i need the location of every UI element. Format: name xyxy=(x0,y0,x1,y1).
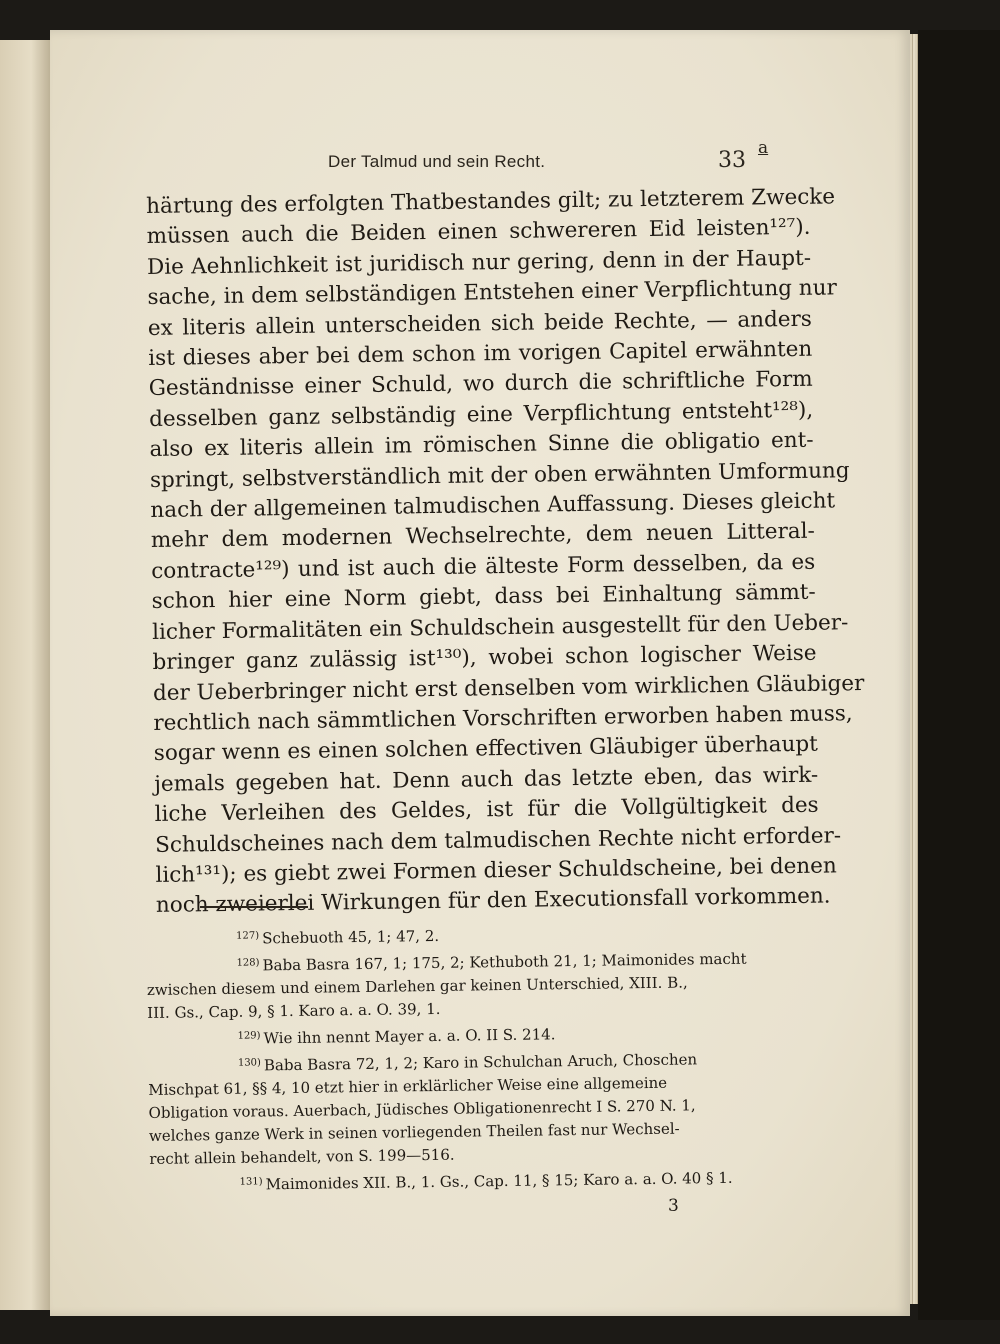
signature-number: 3 xyxy=(668,1196,679,1216)
footnote-number: 127) xyxy=(236,930,260,942)
body-line: der Ueberbringer nicht erst denselben vom wirklichen Gläubiger xyxy=(152,670,865,706)
body-line: noch zweierlei Wirkungen für den Executionsfall vorkommen. xyxy=(155,883,831,919)
body-line: ex literis allein unterscheiden sich beide Rechte, — anders xyxy=(147,306,813,341)
footnote-line: welches ganze Werk in seinen vorliegenden Theilen fast nur Wechsel- xyxy=(148,1119,680,1145)
body-line: rechtlich nach sämmtlichen Vorschriften erworben haben muss, xyxy=(153,701,853,736)
page-number: 33 xyxy=(718,148,746,173)
body-line: sogar wenn es einen solchen effectiven Gläubiger überhaupt xyxy=(153,731,818,767)
body-line: müssen auch die Beiden einen schwereren Eid leisten¹²⁷). xyxy=(146,215,811,250)
footnote-number: 128) xyxy=(236,957,260,969)
body-line: liche Verleihen des Geldes, ist für die Vollgültigkeit des xyxy=(154,792,819,828)
footnote-number: 130) xyxy=(237,1057,261,1069)
footnote-text: Schebuoth 45, 1; 47, 2. xyxy=(262,926,440,948)
body-line: nach der allgemeinen talmudischen Auffassung. Dieses gleicht xyxy=(150,488,836,524)
footnote-128 xyxy=(146,944,811,1025)
footnote-line: Mischpat 61, §§ 4, 10 etzt hier in erklärlicher Weise eine allgemeine xyxy=(148,1073,668,1099)
footnote-line: recht allein behandelt, von S. 199—516. xyxy=(149,1145,455,1168)
footnote-number: 129) xyxy=(237,1030,261,1042)
body-line: bringer ganz zulässig ist¹³⁰), wobei schon logischer Weise xyxy=(152,640,817,676)
footnote-line: III. Gs., Cap. 9, § 1. Karo a. a. O. 39, 1. xyxy=(147,999,441,1022)
body-line: licher Formalitäten ein Schuldschein ausgestellt für den Ueber- xyxy=(151,609,849,645)
body-line: also ex literis allein im römischen Sinne die obligatio ent- xyxy=(149,427,814,463)
body-line: jemals gegeben hat. Denn auch das letzte eben, das wirk- xyxy=(154,762,819,797)
page-header xyxy=(50,138,910,178)
book-page xyxy=(50,30,910,1316)
book-cover xyxy=(918,30,1000,1320)
footnote-line: Obligation voraus. Auerbach, Jüdisches Obligationenrecht I S. 270 N. 1, xyxy=(148,1096,696,1122)
body-line: Schuldscheines nach dem talmudischen Rechte nicht erforder- xyxy=(154,822,842,858)
body-line: contracte¹²⁹) und ist auch die älteste Form desselben, da es xyxy=(151,549,816,584)
body-text xyxy=(146,183,865,922)
body-line: sache, in dem selbständigen Entstehen einer Verpflichtung nur xyxy=(147,275,837,311)
body-line: desselben ganz selbständig eine Verpflichtung entsteht¹²⁸), xyxy=(148,397,814,432)
footnote-text: Maimonides XII. B., 1. Gs., Cap. 11, § 15; Karo a. a. O. 40 § 1. xyxy=(265,1168,733,1194)
footnote-130 xyxy=(148,1044,814,1171)
footnote-text: Wie ihn nennt Mayer a. a. O. II S. 214. xyxy=(263,1025,556,1048)
footnote-number: 131) xyxy=(239,1176,263,1188)
body-line: schon hier eine Norm giebt, dass bei Einhaltung sämmt- xyxy=(151,579,816,615)
previous-page-edge xyxy=(0,40,54,1310)
body-line: Geständnisse einer Schuld, wo durch die schriftliche Form xyxy=(148,367,813,402)
body-line: lich¹³¹); es giebt zwei Formen dieser Schuldscheine, bei denen xyxy=(155,853,837,888)
footnote-line: zwischen diesem und einem Darlehen gar keinen Unterschied, XIII. B., xyxy=(146,973,688,999)
running-head: Der Talmud und sein Recht. xyxy=(328,152,546,171)
footnote-text: Baba Basra 167, 1; 175, 2; Kethuboth 21, 1; Maimonides macht xyxy=(262,949,747,975)
body-line: mehr dem modernen Wechselrechte, dem neuen Litteral- xyxy=(150,519,815,554)
body-line: springt, selbstverständlich mit der oben erwähnten Umformung xyxy=(149,457,850,493)
signature-mark: a xyxy=(758,138,769,158)
footnote-text: Baba Basra 72, 1, 2; Karo in Schulchan Aruch, Choschen xyxy=(263,1050,698,1075)
footnote-divider xyxy=(200,906,308,908)
footnotes xyxy=(146,917,814,1199)
body-line: Die Aehnlichkeit ist juridisch nur gering, denn in der Haupt- xyxy=(146,245,812,280)
body-line: ist dieses aber bei dem schon im vorigen Capitel erwähnten xyxy=(148,336,813,372)
body-line: härtung des erfolgten Thatbestandes gilt; zu letzterem Zwecke xyxy=(146,184,836,219)
